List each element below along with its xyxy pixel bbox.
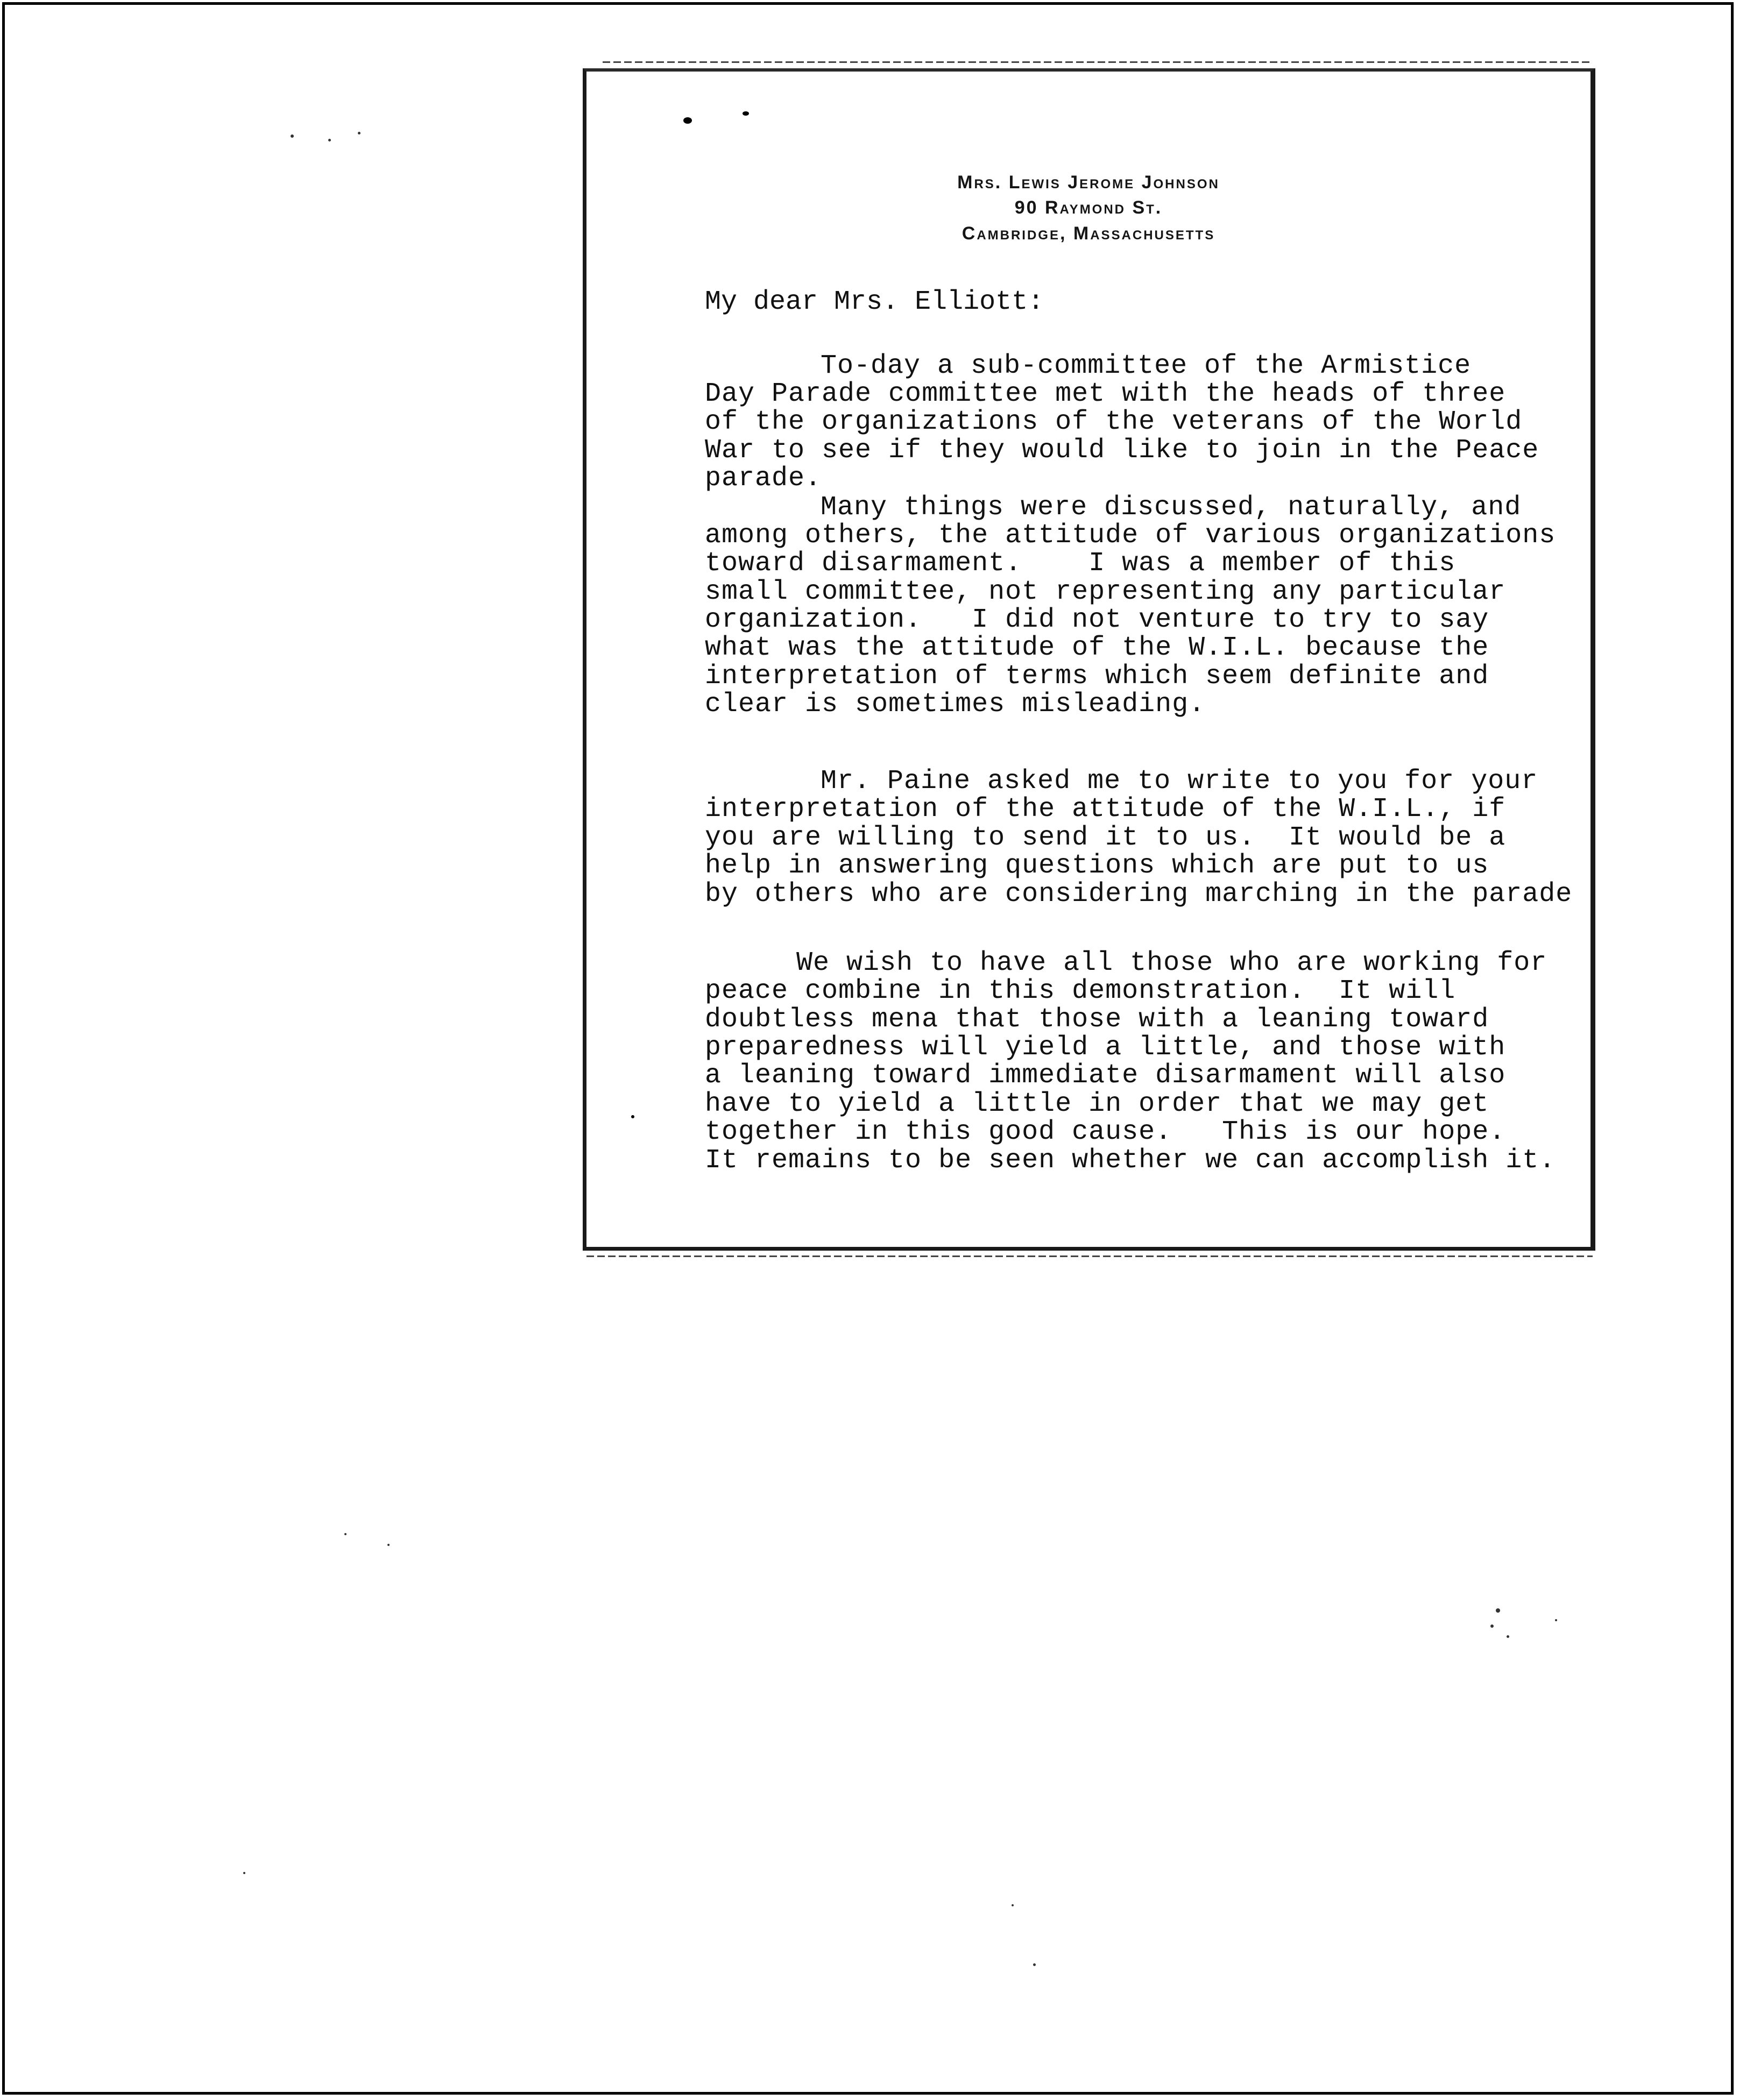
body-line: doubtless mena that those with a leaning toward xyxy=(705,1004,1489,1035)
body-line: what was the attitude of the W.I.L. because the xyxy=(705,633,1489,663)
body-line: It remains to be seen whether we can accomplish it. xyxy=(705,1145,1556,1176)
body-line: by others who are considering marching in the parade xyxy=(705,879,1573,910)
letter-sheet xyxy=(583,68,1595,1251)
body-line: We wish to have all those who are working for xyxy=(796,948,1547,978)
scan-speck xyxy=(344,1533,347,1535)
scan-speck xyxy=(1012,1904,1014,1906)
body-line: War to see if they would like to join in the Peace xyxy=(705,435,1539,466)
body-line: help in answering questions which are put to us xyxy=(705,850,1489,881)
scan-speck xyxy=(1555,1619,1557,1621)
body-line: interpretation of terms which seem definite and xyxy=(705,661,1489,692)
scan-speck xyxy=(387,1544,390,1546)
salutation: My dear Mrs. Elliott: xyxy=(705,287,1044,317)
body-line: Mr. Paine asked me to write to you for your xyxy=(821,766,1538,797)
body-line: you are willing to send it to us. It would be a xyxy=(705,822,1506,853)
body-line: peace combine in this demonstration. It will xyxy=(705,976,1456,1006)
body-line: have to yield a little in order that we may get xyxy=(705,1089,1489,1119)
letterhead-name: Mrs. Lewis Jerome Johnson xyxy=(957,172,1220,193)
sheet-bottom-edge-shadow xyxy=(586,1255,1593,1257)
scan-speck xyxy=(1507,1635,1509,1638)
scan-speck xyxy=(1033,1963,1036,1966)
body-line: organization. I did not venture to try to say xyxy=(705,605,1489,635)
scan-speck xyxy=(291,134,294,138)
sheet-top-edge-shadow xyxy=(603,61,1593,63)
body-line: among others, the attitude of various organizations xyxy=(705,520,1556,551)
scan-speck xyxy=(1496,1608,1500,1613)
body-line: Day Parade committee met with the heads of three xyxy=(705,379,1506,409)
ink-spot xyxy=(683,117,692,124)
body-line: parade. xyxy=(705,463,822,494)
letterhead-city: Cambridge, Massachusetts xyxy=(962,223,1215,244)
body-line: clear is sometimes misleading. xyxy=(705,689,1206,720)
body-line: toward disarmament. I was a member of this xyxy=(705,548,1456,579)
scan-speck xyxy=(243,1872,245,1874)
margin-speck xyxy=(631,1115,634,1118)
scan-speck xyxy=(328,139,331,141)
body-line: preparedness will yield a little, and those with xyxy=(705,1032,1506,1063)
body-line: a leaning toward immediate disarmament will also xyxy=(705,1060,1506,1091)
body-line: small committee, not representing any particular xyxy=(705,577,1506,607)
scan-speck xyxy=(1490,1624,1494,1628)
body-line: together in this good cause. This is our hope. xyxy=(705,1117,1506,1147)
body-line: Many things were discussed, naturally, and xyxy=(821,492,1522,523)
body-line: To-day a sub-committee of the Armistice xyxy=(821,351,1472,381)
body-line: interpretation of the attitude of the W.I.L., if xyxy=(705,794,1506,825)
letterhead-street: 90 Raymond St. xyxy=(1014,197,1163,218)
body-line: of the organizations of the veterans of the World xyxy=(705,407,1523,437)
scan-speck xyxy=(358,132,360,134)
ink-spot xyxy=(743,111,749,116)
